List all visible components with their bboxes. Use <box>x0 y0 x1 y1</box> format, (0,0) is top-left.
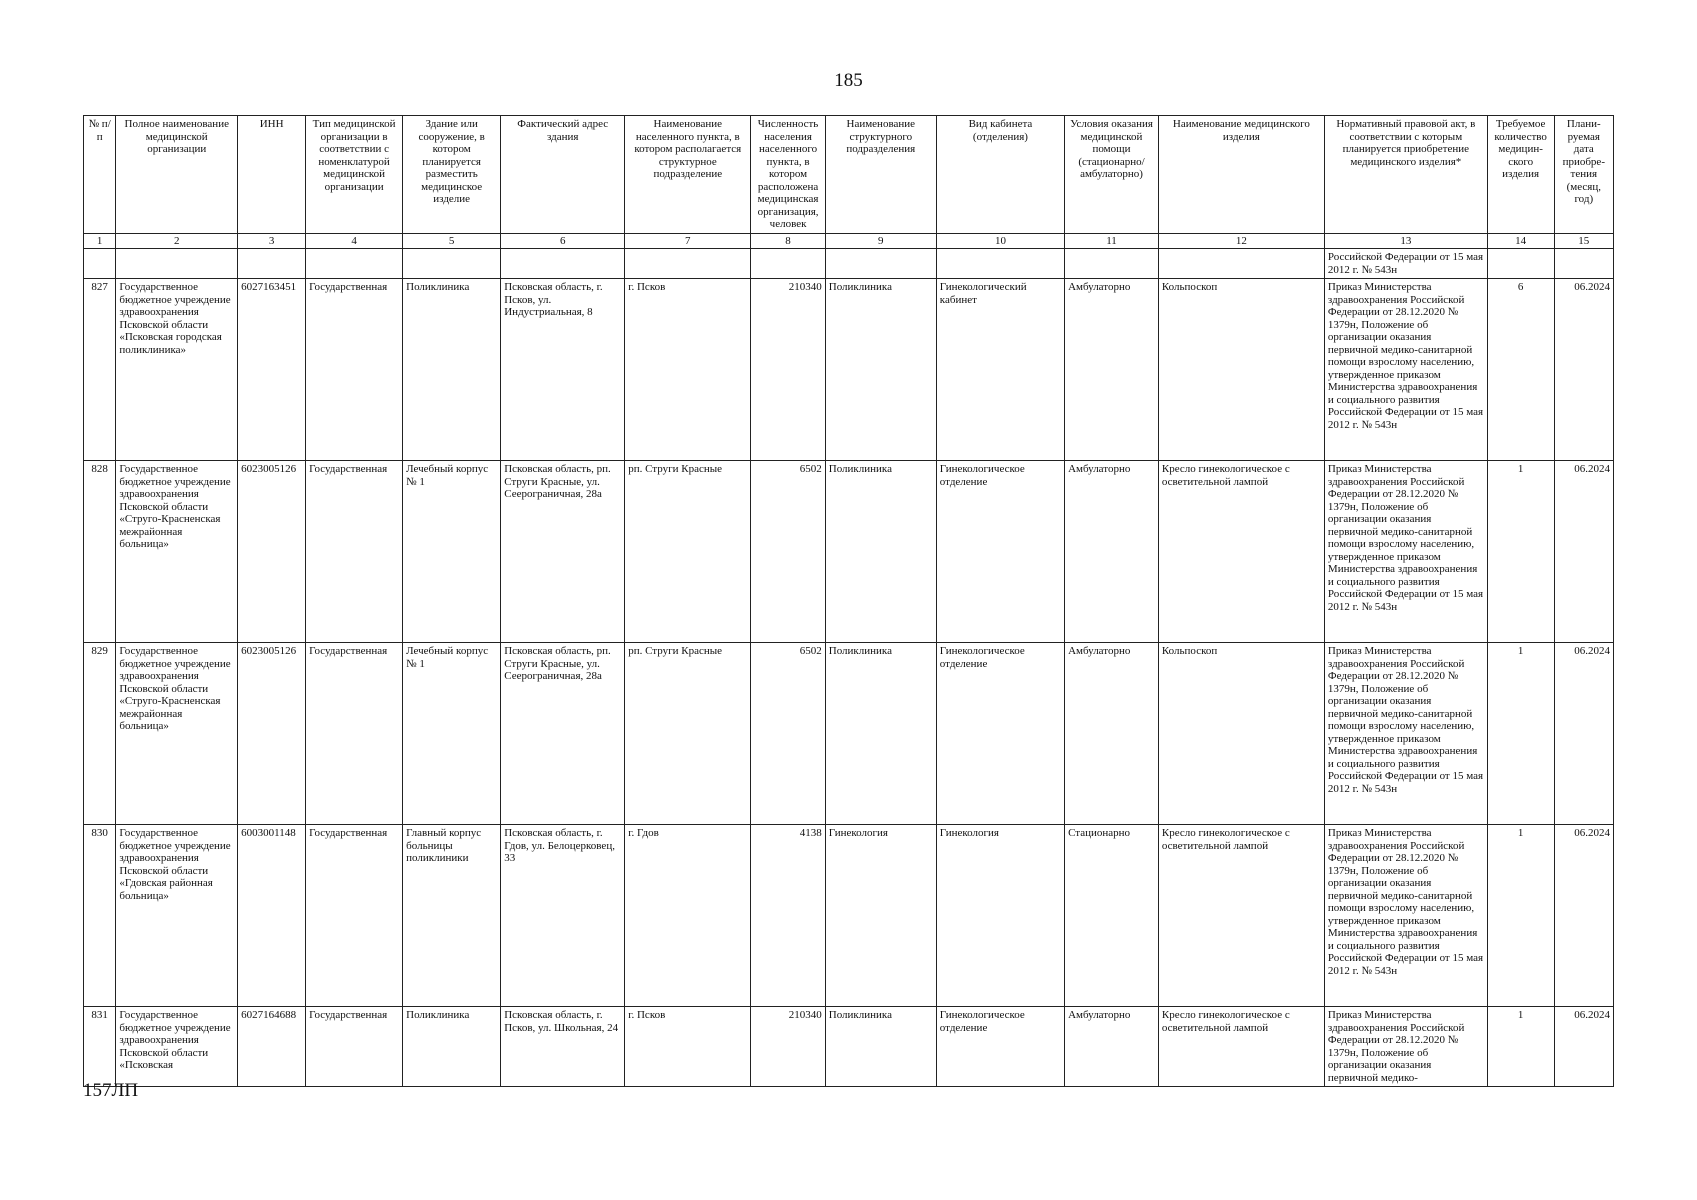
header-cell: Требуемое количество медицин-ского изделия <box>1487 116 1554 234</box>
device-name: Кресло гинекологическое с осветительной лампой <box>1158 1007 1324 1087</box>
building: Главный корпус больницы поликлиники <box>403 825 501 1007</box>
column-number: 13 <box>1324 233 1487 249</box>
quantity: 1 <box>1487 1007 1554 1087</box>
structural-unit: Поликлиника <box>825 643 936 825</box>
device-name: Кольпоскоп <box>1158 643 1324 825</box>
column-number: 8 <box>751 233 825 249</box>
locality: г. Псков <box>625 279 751 461</box>
header-cell: Наименование медицинского изделия <box>1158 116 1324 234</box>
column-number: 4 <box>306 233 403 249</box>
header-cell: № п/п <box>84 116 116 234</box>
org-name: Государственное бюджетное учреждение здравоохранения Псковской области «Гдовская районная больница» <box>116 825 238 1007</box>
legal-act: Приказ Министерства здравоохранения Российской Федерации от 28.12.2020 № 1379н, Положение об организации оказания первичной медико-санитарной помощи взрослому населению, утвержденное приказом Министерства здравоохранения и социального развития Российской Федерации от 15 мая 2012 г. № 543н <box>1324 643 1487 825</box>
table-row <box>84 1007 1614 1087</box>
act-continuation: Российской Федерации от 15 мая 2012 г. № 543н <box>1324 249 1487 279</box>
header-cell: ИНН <box>238 116 306 234</box>
care-conditions: Стационарно <box>1065 825 1159 1007</box>
quantity: 1 <box>1487 643 1554 825</box>
continuation-row <box>84 249 1614 279</box>
care-conditions: Амбулаторно <box>1065 1007 1159 1087</box>
inn: 6023005126 <box>238 643 306 825</box>
table-row <box>84 461 1614 643</box>
org-type: Государственная <box>306 461 403 643</box>
structural-unit: Поликлиника <box>825 461 936 643</box>
org-type: Государственная <box>306 279 403 461</box>
header-cell: Тип медицинской организации в соответствии с номенклатурой медицинской организации <box>306 116 403 234</box>
header-cell: Численность населения населенного пункта, в котором расположена медицинская организация, человек <box>751 116 825 234</box>
legal-act: Приказ Министерства здравоохранения Российской Федерации от 28.12.2020 № 1379н, Положение об организации оказания первичной медико-санитарной помощи взрослому населению, утвержденное приказом Министерства здравоохранения и социального развития Российской Федерации от 15 мая 2012 г. № 543н <box>1324 825 1487 1007</box>
care-conditions: Амбулаторно <box>1065 643 1159 825</box>
legal-act: Приказ Министерства здравоохранения Российской Федерации от 28.12.2020 № 1379н, Положение об организации оказания первичной медико- <box>1324 1007 1487 1087</box>
org-name: Государственное бюджетное учреждение здравоохранения Псковской области «Псковская городская поликлиника» <box>116 279 238 461</box>
population: 4138 <box>751 825 825 1007</box>
locality: рп. Струги Красные <box>625 643 751 825</box>
header-cell: Фактический адрес здания <box>501 116 625 234</box>
care-conditions: Амбулаторно <box>1065 279 1159 461</box>
header-cell: Нормативный правовой акт, в соответствии с которым планируется приобретение медицинского изделия* <box>1324 116 1487 234</box>
address: Псковская область, г. Псков, ул. Школьная, 24 <box>501 1007 625 1087</box>
page-number: 185 <box>834 70 863 91</box>
cabinet-type: Гинекологическое отделение <box>936 1007 1064 1087</box>
table-row <box>84 643 1614 825</box>
org-name: Государственное бюджетное учреждение здравоохранения Псковской области «Струго-Красненская межрайонная больница» <box>116 643 238 825</box>
column-number: 9 <box>825 233 936 249</box>
population: 6502 <box>751 461 825 643</box>
column-number: 2 <box>116 233 238 249</box>
structural-unit: Поликлиника <box>825 1007 936 1087</box>
row-number: 831 <box>84 1007 116 1087</box>
building: Поликлиника <box>403 279 501 461</box>
locality: рп. Струги Красные <box>625 461 751 643</box>
locality: г. Псков <box>625 1007 751 1087</box>
structural-unit: Гинекология <box>825 825 936 1007</box>
row-number: 830 <box>84 825 116 1007</box>
org-name: Государственное бюджетное учреждение здравоохранения Псковской области «Струго-Красненская межрайонная больница» <box>116 461 238 643</box>
address: Псковская область, г. Псков, ул. Индустриальная, 8 <box>501 279 625 461</box>
device-name: Кресло гинекологическое с осветительной лампой <box>1158 825 1324 1007</box>
cabinet-type: Гинекологическое отделение <box>936 643 1064 825</box>
row-number: 829 <box>84 643 116 825</box>
quantity: 6 <box>1487 279 1554 461</box>
quantity: 1 <box>1487 825 1554 1007</box>
column-number: 12 <box>1158 233 1324 249</box>
org-type: Государственная <box>306 1007 403 1087</box>
population: 210340 <box>751 1007 825 1087</box>
header-cell: Условия оказания медицинской помощи (стационарно/ амбулаторно) <box>1065 116 1159 234</box>
row-number: 828 <box>84 461 116 643</box>
device-name: Кольпоскоп <box>1158 279 1324 461</box>
address: Псковская область, рп. Струги Красные, ул. Сеерограничная, 28а <box>501 643 625 825</box>
inn: 6027163451 <box>238 279 306 461</box>
column-number: 7 <box>625 233 751 249</box>
org-type: Государственная <box>306 825 403 1007</box>
cabinet-type: Гинекология <box>936 825 1064 1007</box>
care-conditions: Амбулаторно <box>1065 461 1159 643</box>
legal-act: Приказ Министерства здравоохранения Российской Федерации от 28.12.2020 № 1379н, Положение об организации оказания первичной медико-санитарной помощи взрослому населению, утвержденное приказом Министерства здравоохранения и социального развития Российской Федерации от 15 мая 2012 г. № 543н <box>1324 279 1487 461</box>
locality: г. Гдов <box>625 825 751 1007</box>
header-cell: Здание или сооружение, в котором планируется разместить медицинское изделие <box>403 116 501 234</box>
row-number: 827 <box>84 279 116 461</box>
table-row <box>84 825 1614 1007</box>
column-number: 3 <box>238 233 306 249</box>
planned-date: 06.2024 <box>1554 643 1613 825</box>
header-cell: Полное наименование медицинской организации <box>116 116 238 234</box>
column-number: 6 <box>501 233 625 249</box>
medical-devices-table <box>83 115 1614 1087</box>
header-row <box>84 116 1614 234</box>
column-number: 1 <box>84 233 116 249</box>
column-number-row <box>84 233 1614 249</box>
population: 6502 <box>751 643 825 825</box>
footer-code: 157ЛП <box>83 1080 139 1101</box>
header-cell: Плани-руемая дата приобре-тения (месяц, год) <box>1554 116 1613 234</box>
column-number: 14 <box>1487 233 1554 249</box>
column-number: 15 <box>1554 233 1613 249</box>
address: Псковская область, рп. Струги Красные, ул. Сеерограничная, 28а <box>501 461 625 643</box>
inn: 6027164688 <box>238 1007 306 1087</box>
org-type: Государственная <box>306 643 403 825</box>
header-cell: Вид кабинета (отделения) <box>936 116 1064 234</box>
structural-unit: Поликлиника <box>825 279 936 461</box>
building: Лечебный корпус № 1 <box>403 461 501 643</box>
planned-date: 06.2024 <box>1554 461 1613 643</box>
planned-date: 06.2024 <box>1554 1007 1613 1087</box>
planned-date: 06.2024 <box>1554 825 1613 1007</box>
address: Псковская область, г. Гдов, ул. Белоцерковец, 33 <box>501 825 625 1007</box>
header-cell: Наименование структурного подразделения <box>825 116 936 234</box>
building: Лечебный корпус № 1 <box>403 643 501 825</box>
cabinet-type: Гинекологический кабинет <box>936 279 1064 461</box>
planned-date: 06.2024 <box>1554 279 1613 461</box>
inn: 6023005126 <box>238 461 306 643</box>
org-name: Государственное бюджетное учреждение здравоохранения Псковской области «Псковская <box>116 1007 238 1087</box>
legal-act: Приказ Министерства здравоохранения Российской Федерации от 28.12.2020 № 1379н, Положение об организации оказания первичной медико-санитарной помощи взрослому населению, утвержденное приказом Министерства здравоохранения и социального развития Российской Федерации от 15 мая 2012 г. № 543н <box>1324 461 1487 643</box>
population: 210340 <box>751 279 825 461</box>
inn: 6003001148 <box>238 825 306 1007</box>
cabinet-type: Гинекологическое отделение <box>936 461 1064 643</box>
building: Поликлиника <box>403 1007 501 1087</box>
quantity: 1 <box>1487 461 1554 643</box>
table-row <box>84 279 1614 461</box>
header-cell: Наименование населенного пункта, в котором располагается структурное подразделение <box>625 116 751 234</box>
column-number: 10 <box>936 233 1064 249</box>
column-number: 11 <box>1065 233 1159 249</box>
column-number: 5 <box>403 233 501 249</box>
device-name: Кресло гинекологическое с осветительной лампой <box>1158 461 1324 643</box>
